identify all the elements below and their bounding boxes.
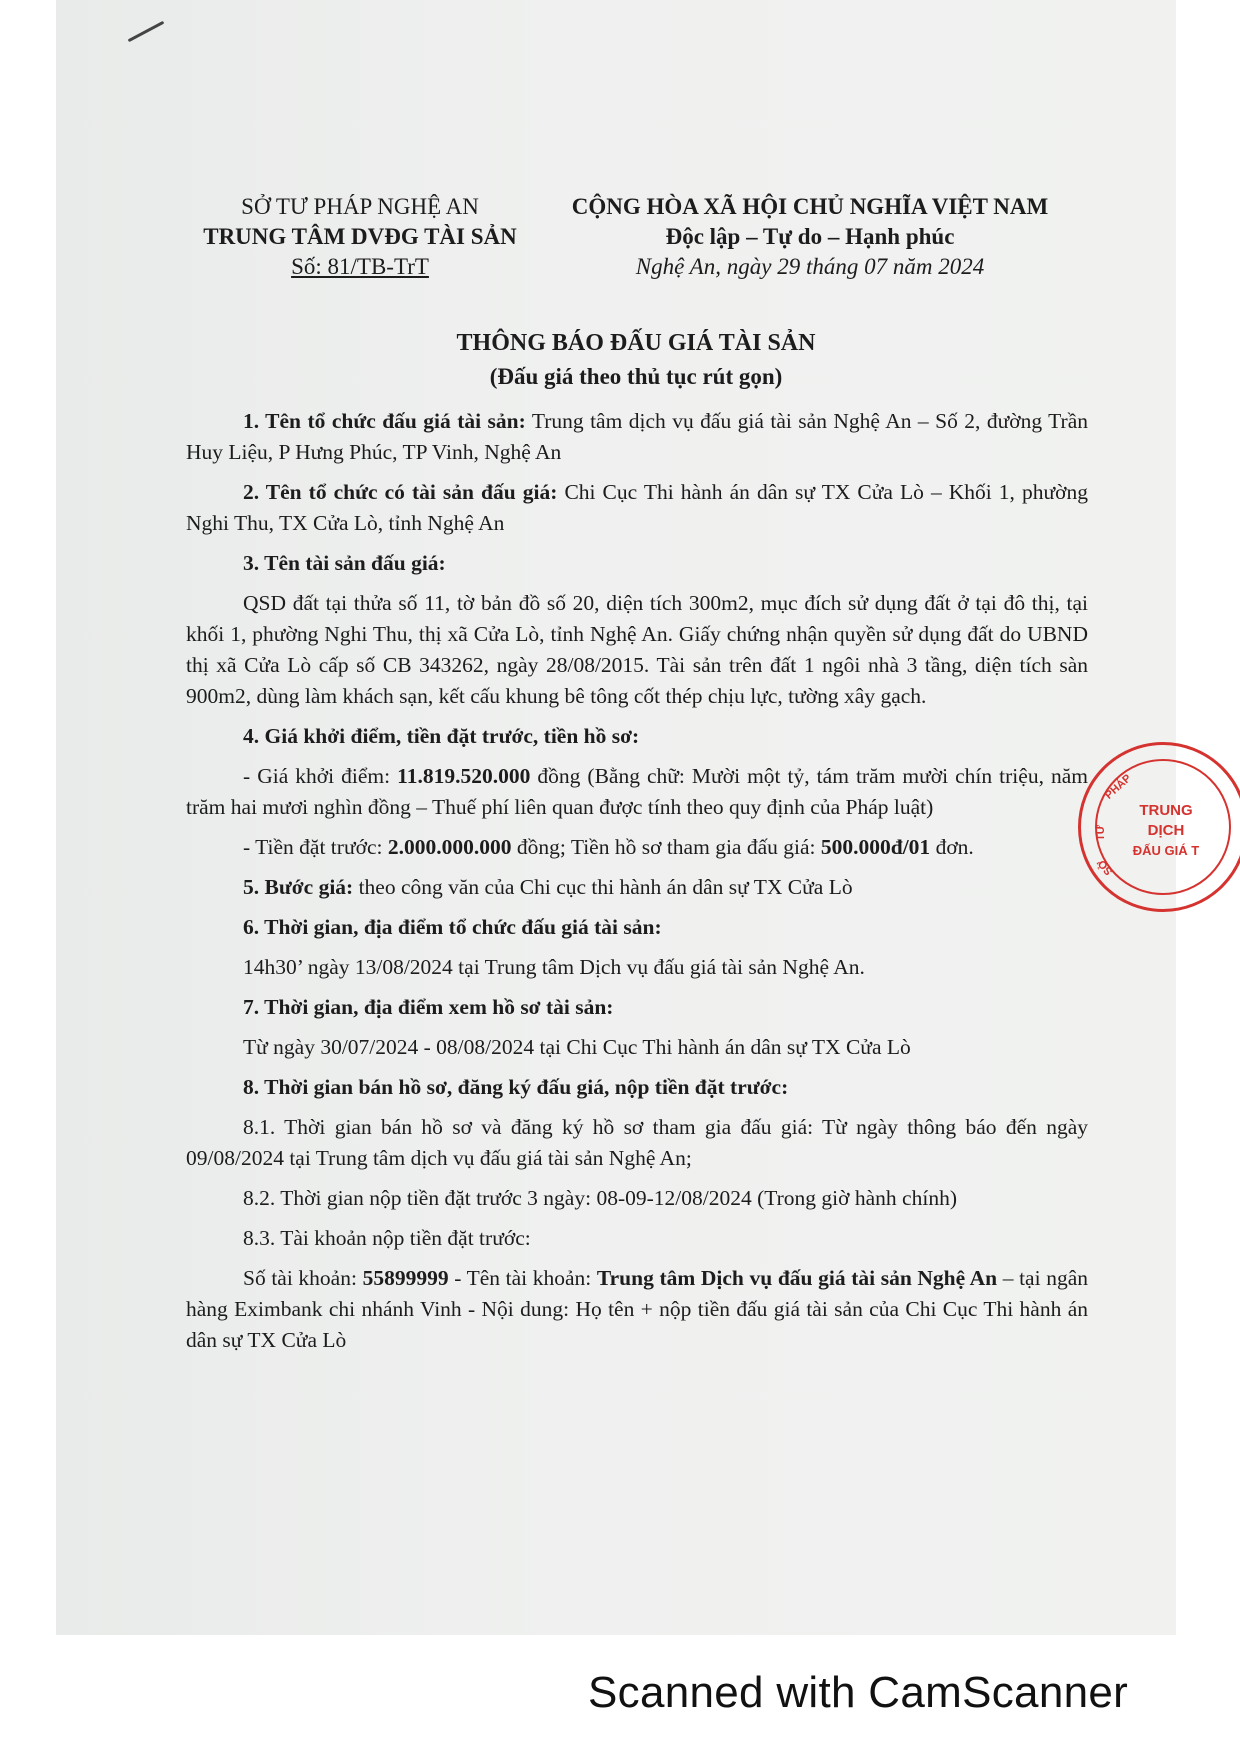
section-7 [186,992,1088,1023]
section-5-heading: 5. Bước giá: [243,875,354,899]
deposit-line [186,832,1088,863]
section-6-text: 14h30’ ngày 13/08/2024 tại Trung tâm Dịch vụ đấu giá tài sản Nghệ An. [243,955,865,979]
dept-name: SỞ TƯ PHÁP NGHỆ AN [241,194,479,219]
section-5 [186,872,1088,903]
section-2-heading: 2. Tên tổ chức có tài sản đấu giá: [243,480,558,504]
section-3-text: QSD đất tại thửa số 11, tờ bản đồ số 20, diện tích 300m2, mục đích sử dụng đất ở tại đô thị, tại khối 1, phường Nghi Thu, thị xã Cửa Lò, tỉnh Nghệ An. Giấy chứng nhận quyền sử dụng đất do UBND thị xã Cửa Lò cấp số CB 343262, ngày 28/08/2015. Tài sản trên đất 1 ngôi nhà 3 tầng, diện tích sàn 900m2, dùng làm khách sạn, kết cấu khung bê tông cốt thép chịu lực, tường xây gạch. [186,591,1088,708]
section-6-heading: 6. Thời gian, địa điểm tổ chức đấu giá tài sản: [243,915,662,939]
section-5-text: theo công văn của Chi cục thi hành án dân sự TX Cửa Lò [353,875,853,899]
section-8 [186,1072,1088,1103]
section-7-text: Từ ngày 30/07/2024 - 08/08/2024 tại Chi Cục Thi hành án dân sự TX Cửa Lò [243,1035,911,1059]
fee-label: đồng; Tiền hồ sơ tham gia đấu giá: [511,835,821,859]
deposit-value: 2.000.000.000 [387,835,512,859]
fee-value: 500.000đ/01 [820,835,931,859]
section-1 [186,406,1088,468]
section-8-heading: 8. Thời gian bán hồ sơ, đăng ký đấu giá, nộp tiền đặt trước: [243,1075,789,1099]
doc-subtitle: (Đấu giá theo thủ tục rút gọn) [489,364,783,389]
deposit-label: - Tiền đặt trước: [243,835,388,859]
section-8-2: 8.2. Thời gian nộp tiền đặt trước 3 ngày: 08-09-12/08/2024 (Trong giờ hành chính) [243,1186,957,1210]
title-block [186,326,1086,394]
seal-arc-top: PHÁP [1102,772,1134,802]
section-8-3: 8.3. Tài khoản nộp tiền đặt trước: [243,1226,531,1250]
issue-date: Nghệ An, ngày 29 tháng 07 năm 2024 [635,254,985,279]
section-3 [186,548,1088,579]
motto: Độc lập – Tự do – Hạnh phúc [665,224,955,249]
seal-text [1121,801,1211,861]
republic-name: CỘNG HÒA XÃ HỘI CHỦ NGHĨA VIỆT NAM [571,194,1049,219]
account-number-label: Số tài khoản: [243,1266,363,1290]
notice-body [186,406,1088,1365]
section-8-1: 8.1. Thời gian bán hồ sơ và đăng ký hồ sơ tham gia đấu giá: Từ ngày thông báo đến ngày 09/08/2024 tại Trung tâm dịch vụ đấu giá tài sản Nghệ An; [186,1115,1088,1170]
section-3-heading: 3. Tên tài sản đấu giá: [243,551,446,575]
header-right [560,192,1060,282]
seal-arc-left: TƯ [1094,825,1107,841]
account-bank-content: – tại ngân hàng Eximbank chi nhánh Vinh - Nội dung: Họ tên + nộp tiền đấu giá tài sản của Chi Cục Thi hành án dân sự TX Cửa Lò [186,1266,1088,1352]
section-4 [186,721,1088,752]
starting-price-label: - Giá khởi điểm: [243,764,398,788]
seal-arc-bottom: SỞ [1095,856,1116,878]
fee-suffix: đơn. [930,835,974,859]
seal-line-2: DỊCH [1147,822,1185,839]
account-details [186,1263,1088,1356]
seal-line-3: ĐẤU GIÁ T [1132,843,1200,858]
camscanner-footer: Scanned with CamScanner [588,1668,1129,1717]
seal-line-1: TRUNG [1139,802,1193,819]
doc-title: THÔNG BÁO ĐẤU GIÁ TÀI SẢN [456,330,816,356]
reference-number: Số: 81/TB-TrT [291,254,429,279]
section-2-text: Chi Cục Thi hành án dân sự TX Cửa Lò – Khối 1, phường Nghi Thu, TX Cửa Lò, tỉnh Nghệ An [186,480,1088,535]
section-2 [186,477,1088,539]
section-7-heading: 7. Thời gian, địa điểm xem hồ sơ tài sản: [243,995,614,1019]
starting-price-words: đồng (Bằng chữ: Mười một tỷ, tám trăm mười chín triệu, năm trăm hai mươi nghìn đồng – Thuế phí liên quan được tính theo quy định của Pháp luật) [186,764,1088,819]
account-number: 55899999 [362,1266,449,1290]
account-name-label: - Tên tài khoản: [448,1266,597,1290]
starting-price [186,761,1088,823]
account-name: Trung tâm Dịch vụ đấu giá tài sản Nghệ An [596,1266,998,1290]
starting-price-value: 11.819.520.000 [397,764,531,788]
section-6 [186,912,1088,943]
section-1-text: Trung tâm dịch vụ đấu giá tài sản Nghệ An – Số 2, đường Trần Huy Liệu, P Hưng Phúc, TP Vinh, Nghệ An [186,409,1089,464]
center-name: TRUNG TÂM DVĐG TÀI SẢN [203,224,517,249]
header-left [170,192,550,282]
section-1-heading: 1. Tên tổ chức đấu giá tài sản: [243,409,526,433]
section-4-heading: 4. Giá khởi điểm, tiền đặt trước, tiền hồ sơ: [243,724,640,748]
official-seal [1078,742,1240,912]
